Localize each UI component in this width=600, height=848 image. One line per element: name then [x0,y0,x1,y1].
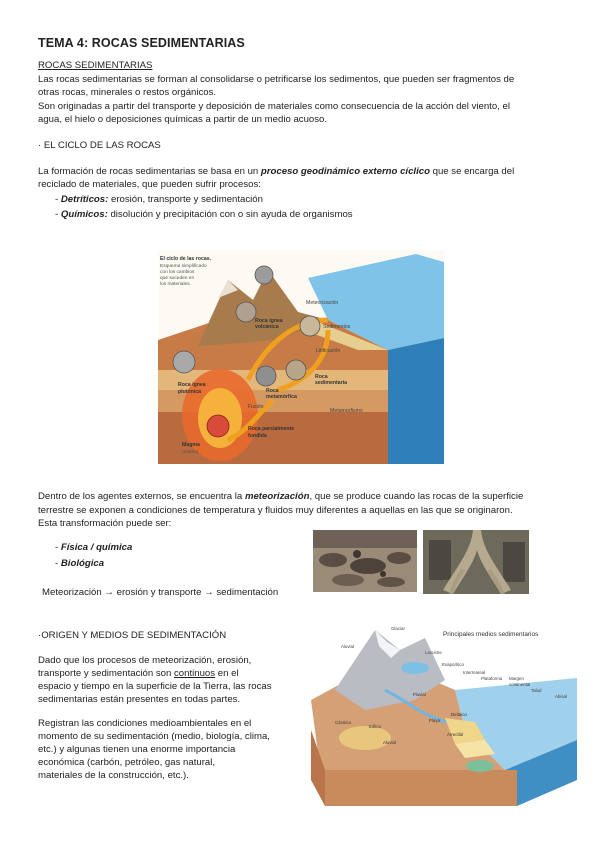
rock-sample-sedimentary [286,360,306,380]
figure-subtitle-2: con los cambios [160,270,195,275]
label-deltaico: Deltaico [451,712,467,717]
label-glaciar: Glaciar [391,626,405,631]
label-margen-2: continental [509,682,531,687]
meteorizacion-text-start: Dentro de los agentes externos, se encuentra la [38,491,245,502]
land-front [325,770,517,806]
bullet-detriticos-text: erosión, transporte y sedimentación [108,194,263,205]
label-intermareal: Intermareal [463,670,486,675]
label-roca-volcanica-1: Roca ígnea [255,318,283,324]
rock-sample-volcanic [236,302,256,322]
label-roca-parcial-1: Roca parcialmente [248,426,295,432]
desert [339,726,391,750]
label-fusion: Fusión [248,404,264,410]
sedimentary-environments-figure [305,620,577,806]
label-arrecifal: Arrecifal [447,732,464,737]
rock-sample-plutonic [173,351,195,373]
reef [466,760,494,772]
origen-p2-line-4: económica (carbón, petróleo, gas natural, [38,757,216,768]
label-lacustre: Lacustre [425,650,442,655]
origen-p2-line-5: materiales de la construcción, etc.). [38,770,189,781]
figure-subtitle-3: que suceden en [160,276,195,281]
page-title: TEMA 4: ROCAS SEDIMENTARIAS [38,36,245,50]
label-roca-plutonica-1: Roca ígnea [178,382,206,388]
label-roca-parcial-2: fundida [248,433,267,439]
label-roca-plutonica-2: plutónica [178,389,202,395]
bullet-quimicos: - Químicos: disolución y precipitación con o sin ayuda de organismos [55,209,353,220]
label-talud: Talud [531,688,542,693]
label-fluvial: Fluvial [413,692,426,697]
meteorizacion-text-emphasis: meteorización [244,491,310,502]
rock-sample-sediments [300,316,320,336]
intro-line-4: agua, el hielo o deposiciones químicas a partir de un medio acuoso. [38,114,328,125]
ciclo-text-emphasis: proceso geodinámico externo cíclico [260,166,430,177]
weathered-rock-photo [313,530,417,592]
ocean-side [388,338,444,464]
origen-p2-line-2: momento de su sedimentación (medio, biología, clima, [38,731,270,742]
section-heading-rocas-sedimentarias: ROCAS SEDIMENTARIAS [38,60,153,71]
label-margen-1: Margen [509,676,524,681]
rock-sample-metamorphic [256,366,276,386]
origen-p2-line-3: etc.) y algunas tienen una enorme importancia [38,744,236,755]
intro-line-2: otras rocas, minerales o restos orgánicos. [38,87,217,98]
section-heading-ciclo: · EL CICLO DE LAS ROCAS [38,140,161,151]
origen-p1-line-1: Dado que los procesos de meteorización, erosión, [38,655,252,666]
meteorizacion-line-2: terrestre se exponen a condiciones de temperatura y fluidos muy diferentes a aquellas en las que se originaron. [38,505,513,516]
label-roca-sedimentaria-1: Roca [315,374,328,380]
rock-cycle-figure [158,250,444,464]
intro-line-3: Son originadas a partir del transporte y deposición de materiales como consecuencia de la acción del viento, el [38,101,510,112]
bullet-biologica-label: Biológica [60,558,105,569]
origen-p1-line-2 [38,668,239,680]
ciclo-paragraph-line-1 [38,166,514,178]
bullet-fisica-quimica-label: Física / química [60,542,133,553]
meteorizacion-sequence: Meteorización → erosión y transporte → sedimentación [42,587,279,598]
label-magma-sub: (manto) [182,450,199,455]
label-abisal: Abisal [555,694,567,699]
bullet-quimicos-text: disolución y precipitación con o sin ayuda de organismos [107,209,353,220]
origen-p1-line-4: sedimentarias están presentes en todas partes. [38,694,241,705]
tree-roots-photo [423,530,529,594]
rock-sample-top [255,266,273,284]
rock-sample-melted [207,415,229,437]
label-roca-sedimentaria-2: sedimentaria [315,380,348,386]
figure-subtitle-4: los materiales. [160,282,191,287]
origen-p1-line-2-b: en el [215,668,239,679]
label-aluvial: Aluvial [341,644,354,649]
label-magma: Magma [182,442,200,448]
figure-subtitle-1: Esquema simplificado [160,264,207,269]
label-eolico: Eólico [369,724,381,729]
bullet-detriticos-label: Detríticos: [60,194,109,205]
meteorizacion-text-end: , que se produce cuando las rocas de la superficie [309,491,524,502]
origen-p2-line-1: Registran las condiciones medioambientales en el [38,718,252,729]
bullet-biologica: - Biológica [55,558,105,569]
meteorizacion-line-3: Esta transformación puede ser: [38,518,172,529]
figure-title: El ciclo de las rocas. [160,256,212,262]
ciclo-text-end: que se encarga del [429,166,515,177]
figure2-title: Principales medios sedimentarios [443,631,539,638]
meteorizacion-line-1 [38,491,523,503]
ciclo-paragraph-line-2: reciclado de materiales, que pueden sufrir procesos: [38,179,261,190]
label-meteorizacion: Meteorización [306,300,339,306]
bullet-fisica-quimica: - Física / química [55,542,133,553]
label-roca-metamorfica-1: Roca [266,388,279,394]
bullet-detriticos: - Detríticos: erosión, transporte y sedimentación [55,194,263,205]
label-litificacion: Litificación [316,348,341,354]
label-metamorfismo: Metamorfismo [330,408,363,414]
label-evaporitico: Evaporítico [442,662,464,667]
label-roca-metamorfica-2: metamórfica [266,394,297,400]
origen-p1-line-3: espacio y tiempo en la superficie de la Tierra, las rocas [38,681,272,692]
origen-p1-continuos: continuos [174,668,216,679]
label-plataforma: Plataforma [481,676,503,681]
label-playa: Playa [429,718,440,723]
section-heading-origen: ·ORIGEN Y MEDIOS DE SEDIMENTACIÓN [38,630,227,641]
label-sedimentos: Sedimentos [323,324,351,330]
origen-p1-line-2-a: transporte y sedimentación son [38,668,174,679]
bullet-quimicos-label: Químicos: [60,209,108,220]
intro-line-1: Las rocas sedimentarias se forman al consolidarse o petrificarse los sedimentos, que pueden ser fragmentos de [38,74,515,85]
label-aluvial-2: Aluvial [383,740,396,745]
label-roca-volcanica-2: volcánica [255,324,279,330]
ciclo-text-start: La formación de rocas sedimentarias se basa en un [38,166,261,177]
label-carstico: Cárstico [335,720,352,725]
lake [401,662,429,674]
